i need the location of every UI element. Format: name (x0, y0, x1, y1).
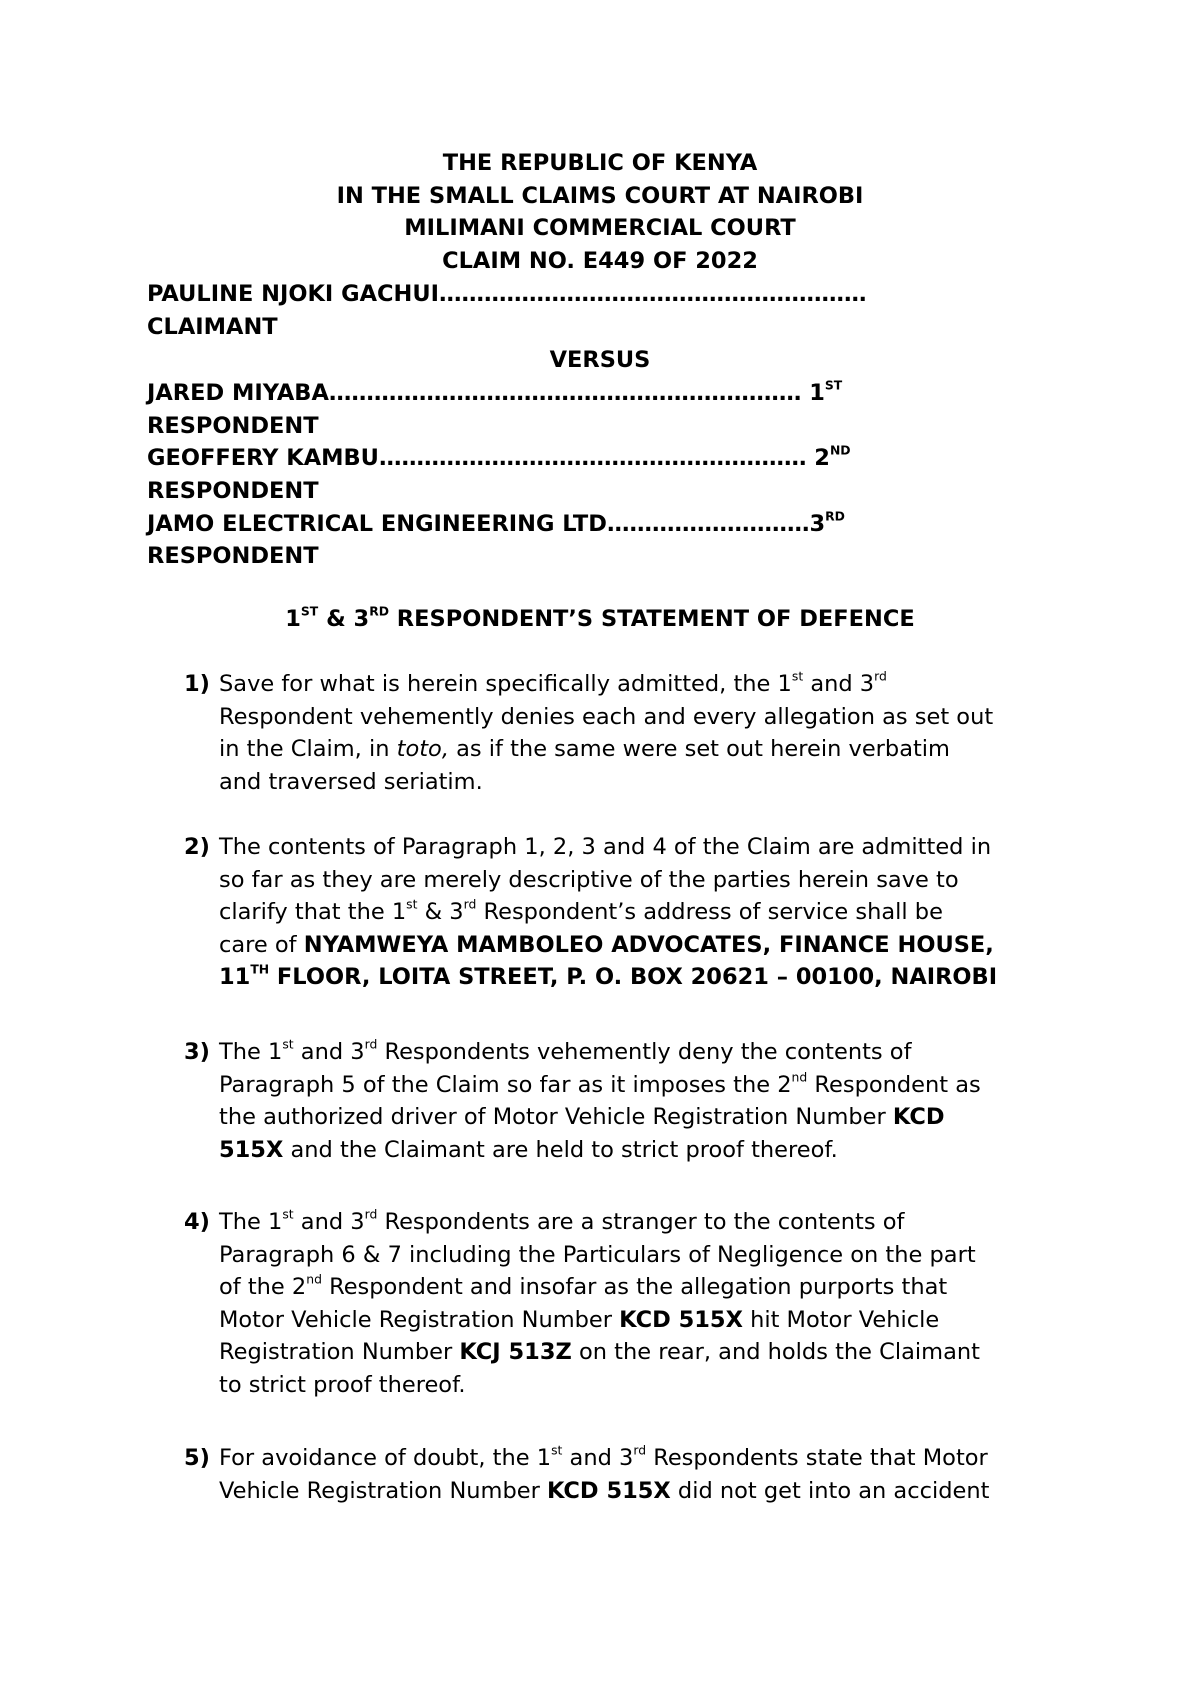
versus-label: VERSUS (549, 347, 651, 373)
paragraph-number: 1) (184, 671, 210, 697)
respondent-3-name: JAMO ELECTRICAL ENGINEERING LTD………………………3RD (147, 509, 845, 537)
paragraph-line: 515X and the Claimant are held to strict proof thereof. (219, 1136, 838, 1163)
paragraph-line: so far as they are merely descriptive of the parties herein save to (219, 866, 959, 893)
paragraph-line: Motor Vehicle Registration Number KCD 515X hit Motor Vehicle (219, 1306, 940, 1333)
header-republic: THE REPUBLIC OF KENYA (442, 150, 758, 176)
document-title: 1ST & 3RD RESPONDENT’S STATEMENT OF DEFENCE (285, 604, 915, 632)
paragraph-line: The 1st and 3rd Respondents are a stranger to the contents of (219, 1207, 905, 1235)
paragraph-line: For avoidance of doubt, the 1st and 3rd Respondents state that Motor (219, 1443, 988, 1471)
paragraph-line: Paragraph 5 of the Claim so far as it imposes the 2nd Respondent as (219, 1069, 981, 1098)
paragraph-line: Paragraph 6 & 7 including the Particulars of Negligence on the part (219, 1241, 976, 1268)
paragraph-line: The contents of Paragraph 1, 2, 3 and 4 of the Claim are admitted in (219, 834, 992, 860)
paragraph-number: 4) (184, 1209, 210, 1235)
paragraph-2 (219, 831, 1099, 994)
paragraph-line: clarify that the 1st & 3rd Respondent’s address of service shall be (219, 897, 943, 925)
paragraph-1 (219, 668, 1099, 798)
respondent-1-role: RESPONDENT (147, 413, 319, 439)
paragraph-line: and traversed seriatim. (219, 768, 483, 795)
respondent-2-name: GEOFFERY KAMBU………………………………………………… 2ND (147, 443, 851, 471)
claimant-name: PAULINE NJOKI GACHUI………………………………………………… (147, 281, 867, 307)
paragraph-4 (219, 1206, 1099, 1401)
paragraph-line: the authorized driver of Motor Vehicle Registration Number KCD (219, 1104, 945, 1130)
respondent-2-role: RESPONDENT (147, 478, 319, 504)
paragraph-number: 5) (184, 1445, 210, 1471)
paragraph-number: 3) (184, 1039, 210, 1065)
paragraph-5 (219, 1442, 1099, 1507)
paragraph-line: to strict proof thereof. (219, 1371, 466, 1398)
respondent-3-role: RESPONDENT (147, 543, 319, 569)
paragraph-line: 11TH FLOOR, LOITA STREET, P. O. BOX 20621 – 00100, NAIROBI (219, 962, 998, 990)
paragraph-line: The 1st and 3rd Respondents vehemently deny the contents of (219, 1037, 912, 1065)
paragraph-line: Registration Number KCJ 513Z on the rear, and holds the Claimant (219, 1339, 980, 1365)
header-court: IN THE SMALL CLAIMS COURT AT NAIROBI (336, 183, 864, 209)
respondent-1-name: JARED MIYABA……………………………………………………… 1ST (147, 378, 843, 406)
paragraph-line: Vehicle Registration Number KCD 515X did not get into an accident (219, 1477, 990, 1504)
claimant-role: CLAIMANT (147, 314, 278, 340)
paragraph-line: Save for what is herein specifically admitted, the 1st and 3rd (219, 669, 887, 697)
paragraph-line: in the Claim, in toto, as if the same were set out herein verbatim (219, 736, 950, 762)
paragraph-line: care of NYAMWEYA MAMBOLEO ADVOCATES, FINANCE HOUSE, (219, 931, 994, 958)
paragraph-line: of the 2nd Respondent and insofar as the allegation purports that (219, 1272, 948, 1300)
header-claim-number: CLAIM NO. E449 OF 2022 (442, 248, 758, 274)
paragraph-line: Respondent vehemently denies each and every allegation as set out (219, 703, 994, 730)
paragraph-number: 2) (184, 834, 210, 860)
paragraph-3 (219, 1036, 1099, 1166)
header-division: MILIMANI COMMERCIAL COURT (404, 215, 796, 241)
